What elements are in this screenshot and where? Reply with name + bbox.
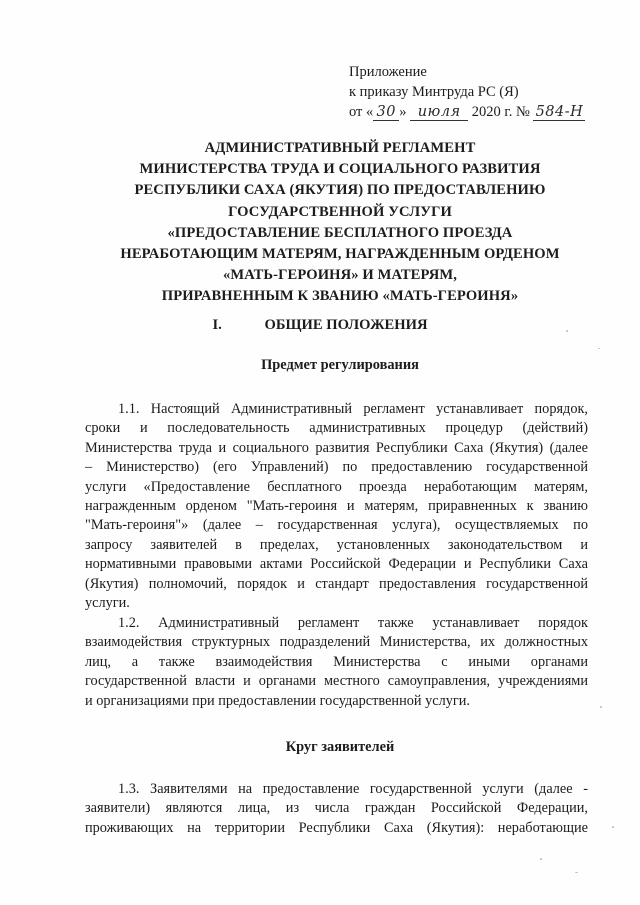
appendix-day: 30 [373, 105, 399, 121]
title-line: АДМИНИСТРАТИВНЫЙ РЕГЛАМЕНТ [204, 140, 476, 156]
paragraph-line: (Якутия) полномочий, порядок и стандарт предоставления государственной [85, 575, 588, 592]
paragraph-line: лиц, а также взаимодействия Министерства с иными органами [85, 653, 588, 670]
paragraph-line: государственной власти и органами местного самоуправления, учреждениями [85, 673, 588, 690]
paragraph-line: и организациями при предоставлении государственной услуги. [85, 692, 470, 709]
appendix-year: 2020 г. № [471, 104, 530, 120]
title-line: МИНИСТЕРСТВА ТРУДА И СОЦИАЛЬНОГО РАЗВИТИЯ [139, 161, 541, 178]
paragraph-1-2 [85, 614, 588, 711]
scan-speck [612, 826, 614, 828]
title-line: ПРИРАВНЕННЫМ К ЗВАНИЮ «МАТЬ-ГЕРОИНЯ» [161, 288, 519, 305]
title-line: РЕСПУБЛИКИ САХА (ЯКУТИЯ) ПО ПРЕДОСТАВЛЕНИЮ [134, 182, 546, 199]
appendix-month: июля [410, 105, 468, 121]
paragraph-line: запросу заявителей в пределах, установленных законодательством и [85, 536, 588, 553]
paragraph-line: награжденным орденом "Мать-героиня и матерям, приравненных к званию [85, 497, 588, 514]
paragraph-line: проживающих на территории Республики Саха (Якутия): неработающие [85, 819, 588, 836]
scan-speck [575, 872, 578, 873]
appendix-block [349, 62, 585, 122]
appendix-date-line [349, 102, 585, 122]
paragraph-line: 1.3. Заявителями на предоставление государственной услуги (далее - [118, 781, 588, 797]
paragraph-line: 1.1. Настоящий Административный регламент устанавливает порядок, [118, 401, 588, 417]
title-line: НЕРАБОТАЮЩИМ МАТЕРЯМ, НАГРАЖДЕННЫМ ОРДЕНОМ [120, 246, 560, 263]
paragraph-line: Министерства труда и социального развития Республики Саха (Якутия) (далее [85, 439, 588, 456]
title-line: ГОСУДАРСТВЕННОЙ УСЛУГИ [228, 203, 452, 220]
paragraph-line: 1.2. Административный регламент также устанавливает порядок [118, 615, 588, 631]
section-title: ОБЩИЕ ПОЛОЖЕНИЯ [264, 317, 428, 333]
paragraph-line: – Министерство) (его Управлений) по предоставлению государственной [85, 459, 588, 476]
paragraph-line: нормативными правовыми актами Российской Федерации и Республики Саха [85, 556, 588, 573]
scan-speck [598, 348, 600, 349]
paragraph-1-1 [85, 400, 588, 613]
paragraph-line: взаимодействия структурных подразделений Министерства, их должностных [85, 634, 588, 651]
scan-speck [566, 330, 568, 332]
appendix-number: 584-Н [533, 105, 585, 121]
appendix-line-2: к приказу Минтруда РС (Я) [349, 84, 519, 100]
appendix-from: от « [349, 104, 374, 120]
regulation-title [60, 138, 620, 308]
scan-speck [600, 706, 602, 708]
paragraph-line: сроки и последовательность административных процедур (действий) [85, 420, 588, 437]
paragraph-line: услуги «Предоставление бесплатного проезда неработающим матерям, [85, 478, 588, 495]
scan-speck [540, 858, 542, 860]
paragraph-1-3 [85, 780, 588, 838]
paragraph-line: услуги. [85, 594, 130, 611]
subheading-applicants: Круг заявителей [285, 739, 395, 755]
paragraph-line: "Мать-героиня"» (далее – государственная услуга), осуществляемых по [85, 517, 588, 534]
appendix-line-1: Приложение [349, 64, 427, 80]
appendix-close-quote: » [399, 104, 407, 120]
section-number: I. [212, 317, 222, 333]
paragraph-line: заявители) являются лица, из числа граждан Российской Федерации, [85, 800, 588, 817]
title-line: «ПРЕДОСТАВЛЕНИЕ БЕСПЛАТНОГО ПРОЕЗДА [167, 224, 513, 241]
title-line: «МАТЬ-ГЕРОИНЯ» И МАТЕРЯМ, [222, 267, 458, 284]
subheading-regulation-subject: Предмет регулирования [261, 357, 419, 373]
section-heading [0, 317, 640, 334]
